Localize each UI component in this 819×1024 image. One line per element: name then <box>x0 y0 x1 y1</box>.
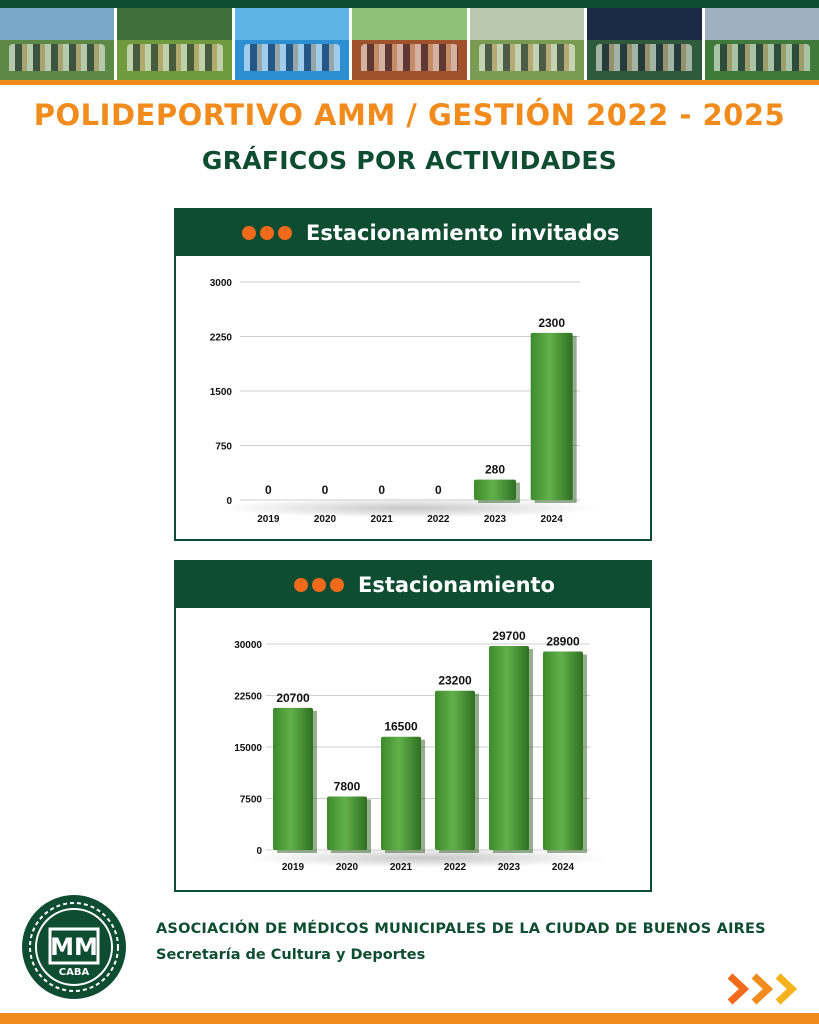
page-title: POLIDEPORTIVO AMM / GESTIÓN 2022 - 2025 <box>33 98 786 132</box>
y-tick-label: 15000 <box>234 743 262 754</box>
photo-group-trees <box>352 8 466 80</box>
x-tick-label: 2020 <box>335 862 359 873</box>
y-tick-label: 0 <box>256 846 262 857</box>
bar <box>489 646 529 850</box>
bar <box>381 737 421 850</box>
data-label: 0 <box>378 483 386 497</box>
photo-strip <box>0 8 819 80</box>
data-label: 0 <box>434 483 442 497</box>
orange-divider <box>0 80 819 85</box>
chart-panel-header <box>176 562 650 608</box>
x-tick-label: 2019 <box>257 514 280 525</box>
bar-chart-invitados <box>176 256 650 539</box>
x-tick-label: 2023 <box>483 514 507 525</box>
x-tick-label: 2019 <box>281 862 305 873</box>
bar <box>435 691 475 850</box>
bar <box>327 796 367 850</box>
y-tick-label: 3000 <box>209 278 232 289</box>
y-tick-label: 1500 <box>209 387 232 398</box>
bottom-bar <box>0 1013 819 1024</box>
x-tick-label: 2024 <box>551 862 575 873</box>
x-tick-label: 2024 <box>540 514 563 525</box>
x-tick-label: 2020 <box>313 514 337 525</box>
chart-panel-invitados <box>174 208 652 541</box>
y-tick-label: 30000 <box>234 640 262 651</box>
bar <box>543 652 583 850</box>
chevrons-icon <box>726 972 806 1006</box>
dots-icon <box>242 226 292 240</box>
page-subtitle: GRÁFICOS POR ACTIVIDADES <box>201 146 618 175</box>
photo-football-fans <box>0 8 114 80</box>
data-label: 20700 <box>276 690 310 705</box>
chart-title: Estacionamiento invitados <box>306 221 620 245</box>
data-label: 29700 <box>492 629 526 644</box>
bar <box>531 333 573 500</box>
y-tick-label: 7500 <box>239 794 262 806</box>
data-label: 28900 <box>546 634 580 649</box>
y-tick-label: 0 <box>226 496 232 507</box>
data-label: 23200 <box>438 673 472 688</box>
data-label: 2300 <box>538 315 566 330</box>
photo-football-match <box>705 8 819 80</box>
x-tick-label: 2021 <box>389 862 413 873</box>
footer-org-name: ASOCIACIÓN DE MÉDICOS MUNICIPALES DE LA CIUDAD DE BUENOS AIRES <box>156 921 766 937</box>
chart-panel-estacionamiento <box>174 560 652 892</box>
bar <box>474 480 516 500</box>
logo-subtext: CABA <box>58 967 90 978</box>
data-label: 7800 <box>333 779 361 794</box>
y-tick-label: 22500 <box>234 691 262 703</box>
x-tick-label: 2021 <box>370 514 393 525</box>
amm-logo <box>20 893 128 1001</box>
chart-title: Estacionamiento <box>358 573 555 597</box>
bar <box>273 708 313 850</box>
photo-kids-lawn <box>117 8 231 80</box>
y-tick-label: 750 <box>215 441 232 453</box>
x-tick-label: 2022 <box>443 862 467 873</box>
y-tick-label: 2250 <box>209 332 232 344</box>
footer-department: Secretaría de Cultura y Deportes <box>156 947 426 963</box>
photo-swimming-pool <box>235 8 349 80</box>
data-label: 280 <box>484 462 506 477</box>
data-label: 0 <box>264 483 272 497</box>
top-bar <box>0 0 819 8</box>
logo-text: MM <box>50 933 98 961</box>
data-label: 16500 <box>384 719 418 734</box>
data-label: 0 <box>321 483 329 497</box>
photo-team-banner <box>587 8 701 80</box>
x-tick-label: 2023 <box>497 862 521 873</box>
photo-park-families <box>470 8 584 80</box>
bar-chart-estacionamiento <box>176 608 650 890</box>
chart-panel-header <box>176 210 650 256</box>
dots-icon <box>294 578 344 592</box>
x-tick-label: 2022 <box>427 514 450 525</box>
